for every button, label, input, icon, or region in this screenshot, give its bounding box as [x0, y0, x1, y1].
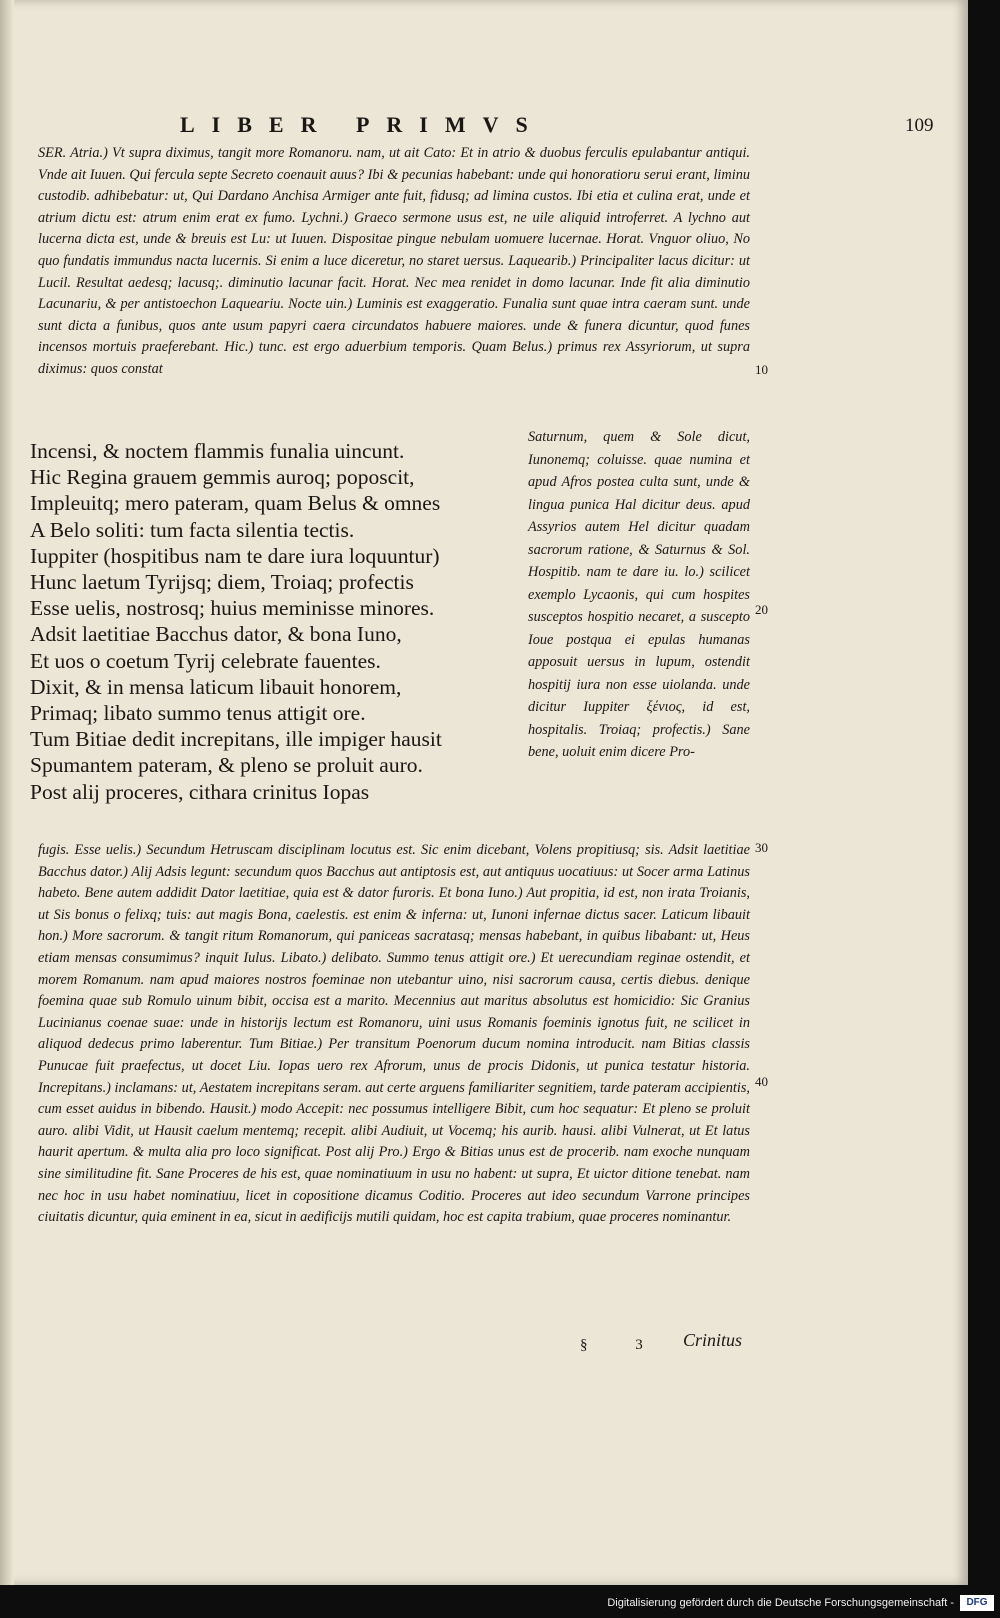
catchword: Crinitus	[683, 1330, 743, 1350]
verse-line: Dixit, & in mensa laticum libauit honorem,	[30, 674, 402, 699]
page-gutter	[0, 0, 14, 1585]
dfg-logo: DFG	[960, 1595, 994, 1611]
verse-line: Hunc laetum Tyrijsq; diem, Troiaq; profectis	[30, 570, 414, 595]
digitization-footer	[0, 1592, 1000, 1618]
verse-line: Tum Bitiae dedit increpitans, ille impiger hausit	[30, 727, 442, 752]
verse-block	[30, 438, 510, 805]
commentary-bottom: fugis. Esse uelis.) Secundum Hetruscam disciplinam locutus est. Sic enim dicebant, Volens propitiusq; sis. Adsit laetitiae Bacchus dator.) Alij Adsis legunt: secundum quos Bacchus aut antiptosis est, aut antiquus uocatiuus: ut Socer arma Latinus habeto. Bene autem addidit Dator laetitiae, quia est & dator furoris. Et bona Iuno.) Aut propitia, id est, non irata Troianis, ut Sis bonus o felixq; tuis: aut magis Bona, caelestis. est enim & inferna: ut, Iunoni infernae dictus sacer. Laticum libauit hon.) More sacrorum. & tangit ritum Romanorum, qui paniceas sacratasq; mensas habebant, in quibus libabant: ut, Heus etiam mensas consumimus? inquit Iulus. Libato.) delibato. Summo tenus attigit ore.) Et uerecundiam reginae ostendit, et morem Romanum. nam apud maiores nostros foeminae non utebantur uino, nisi sacrorum causa, certis diebus. denique foemina quae sub Romulo uinum bibit, occisa est a marito. Mecennius aut maritus absolutus est homicidio: Sic Granius Lucinianus coenae suae: unde in historijs lectum est Romanoru, uini usus Romanis foeminis ignotus fuit, ne scilicet in aliquod dedecus primo laberentur. Tum Bitiae.) Per transitum Poenorum ducum nomina introducit. nam Bitias classis Punucae fuit praefectus, ut docet Liu. Iopas uero rex Afrorum, unus de procis Didonis, ut punica testatur historia. Increpitans.) inclamans: ut, Aestatem increpitans seram. aut certe arguens familiariter segnitiem, tarde pateram accipientis, cum esset auidus in bibendo. Hausit.) modo Accepit: nec possumus intelligere Bibit, cum hoc sequatur: Et pleno se proluit auro. alibi Vidit, ut Hausit caelum mentemq; recepit. alibi Audiuit, ut Vocemq; his aurib. hausi. alibi Vulnerat, ut Et latus haurit apertum. & multa alia pro loco significat. Post alij Pro.) Ergo & Bitias unus est de procerib. nam exoche nunquam sine similitudine fit. Sane Proceres de his est, quae nominatiuum in usu no habent: ut supra, Et uictor ditione tenebat. nam nec hoc in usu habet nominatiuu, licet in copositione dicamus Coditio. Proceres aut ideo secundum Varrone principes ciuitatis dicuntur, quia eminent in ea, sicut in aedificijs mutili quidam, hoc est capita trabium, quae proceres nominantur.	[38, 842, 750, 1226]
verse-line: Hic Regina grauem gemmis auroq; poposcit,	[30, 465, 415, 490]
verse-line: Et uos o coetum Tyrij celebrate fauentes.	[30, 648, 381, 673]
verse-line: Post alij proceres, cithara crinitus Iopas	[30, 779, 370, 804]
verse-line: Esse uelis, nostrosq; huius meminisse minores.	[30, 596, 435, 621]
running-head: LIBER PRIMVS	[180, 112, 545, 137]
commentary-top: SER. Atria.) Vt supra diximus, tangit more Romanoru. nam, ut ait Cato: Et in atrio & duobus ferculis epulabantur antiqui. Vnde ait Iuuen. Qui fercula septe Secreto coenauit auus? Ibi & pecunias habebant: unde qui honoratioru serui erant, liminu custodib. adhibebatur: ut, Qui Dardano Anchisa Armiger ante fuit, fidusq; ad limina custos. Ibi etia et culina erat, unde et atrium dictu est: atrum enim erat ex fumo. Lychni.) Graeco sermone usus est, ne uile aliquid introferret. A lychno aut lucerna dicta est, unde & breuis est Lu: ut Iuuen. Dispositae pingue nebulam uomuere lucernae. Horat. Vnguor oliuo, No quo fundatis immundus nacta lucernis. Si enim a luce diceretur, no staret uersus. Laquearib.) Principaliter lacus dicitur: ut Lucil. Resultat aedesq; lacusq;. diminutio lacunar facit. Horat. Nec mea renidet in domo lacunar. Inde fit alia diminutio Lacunariu, & per antistoechon Laqueariu. Nocte uin.) Luminis est exaggeratio. Funalia sunt quae intra caeram sunt. unde sunt dicta a funibus, quos ante usum papyri caera circundatos habuere maiores. unde & funera dicuntur, quod funes incensos mortuis praeferebant. Hic.) tunc. est ergo aduerbium temporis. Quam Belus.) primus rex Assyriorum, ut supra diximus: quos constat	[38, 145, 750, 377]
signature-mark: § 3	[580, 1337, 665, 1353]
verse-line: A Belo soliti: tum facta silentia tectis.	[30, 517, 355, 542]
verse-line: Incensi, & noctem flammis funalia uincunt.	[30, 439, 405, 463]
folio-number: 109	[905, 115, 934, 136]
commentary-side: Saturnum, quem & Sole dicut, Iunonemq; coluisse. quae numina et apud Afros postea culta sunt, unde & lingua punica Hal dicitur deus. apud Assyrios autem Hel dicitur quadam sacrorum ratione, & Saturnus & Sol. Hospitib. nam te dare iu. lo.) scilicet exemplo Lycaonis, qui cum hospites susceptos hospitio necaret, a suscepto Ioue postqua ei epulas humanas apposuit uersus in lupum, ostendit hospitij iura non esse uiolanda. unde dicitur Iuppiter ξένιος, id est, hospitalis. Troiaq; profectis.) Sane bene, uoluit enim dicere Pro-	[528, 429, 750, 760]
verse-line: Impleuitq; mero pateram, quam Belus & omnes	[30, 491, 441, 516]
footer-credit: Digitalisierung gefördert durch die Deutsche Forschungsgemeinschaft -	[607, 1597, 954, 1609]
verse-line: Spumantem pateram, & pleno se proluit auro.	[30, 753, 423, 778]
verse-line: Adsit laetitiae Bacchus dator, & bona Iuno,	[30, 622, 402, 647]
line-number: 30	[755, 840, 768, 855]
verse-line: Iuppiter (hospitibus nam te dare iura loquuntur)	[30, 543, 440, 568]
verse-line: Primaq; libato summo tenus attigit ore.	[30, 701, 366, 726]
line-number: 10	[755, 362, 768, 377]
line-number: 40	[755, 1074, 768, 1089]
line-number: 20	[755, 602, 768, 617]
